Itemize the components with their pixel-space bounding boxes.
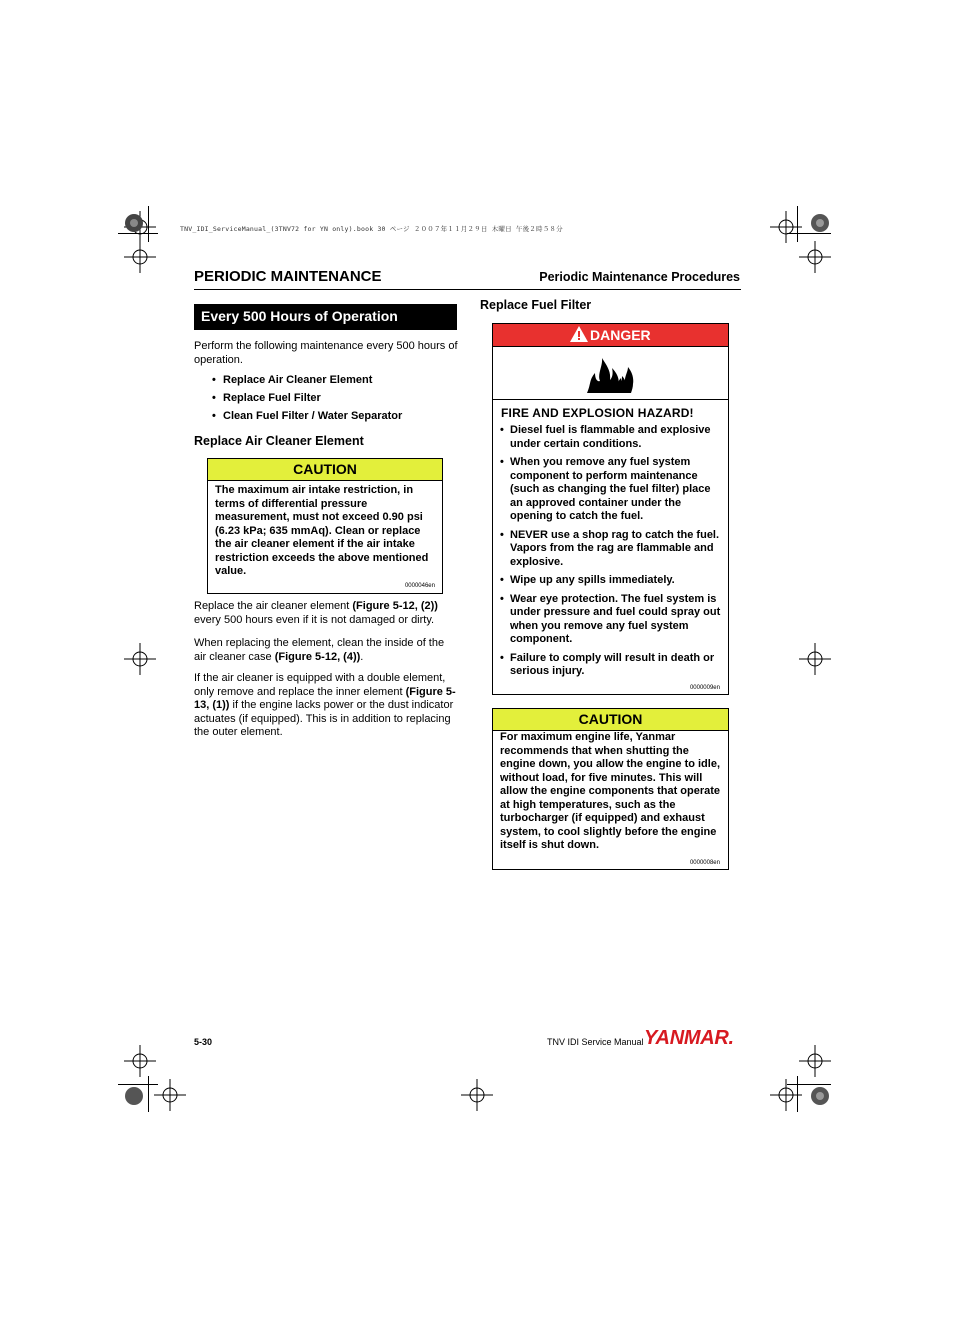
color-target-icon bbox=[124, 213, 144, 233]
registration-crosshair-icon bbox=[124, 643, 156, 675]
paragraph-text: When replacing the element, clean the inside of the air cleaner case bbox=[194, 637, 445, 663]
paragraph bbox=[194, 637, 456, 664]
intro-paragraph: Perform the following maintenance every 500 hours of operation. bbox=[194, 340, 458, 366]
crop-line bbox=[148, 1076, 149, 1112]
danger-header bbox=[493, 324, 728, 347]
registration-crosshair-icon bbox=[154, 1079, 186, 1111]
yanmar-logo: YANMAR. bbox=[644, 1027, 734, 1049]
crop-line bbox=[118, 1084, 158, 1085]
figure-reference: (Figure 5-12, (4)) bbox=[274, 650, 361, 663]
danger-list bbox=[493, 424, 728, 679]
list-item: • Replace Fuel Filter bbox=[212, 392, 462, 406]
message-code: 0000009en bbox=[689, 685, 720, 691]
paragraph bbox=[194, 672, 456, 740]
crop-line bbox=[787, 1084, 831, 1085]
registration-crosshair-icon bbox=[124, 1045, 156, 1077]
flame-icon bbox=[585, 356, 635, 394]
caution-box bbox=[207, 458, 443, 594]
color-target-icon bbox=[124, 1086, 144, 1106]
chapter-title: PERIODIC MAINTENANCE bbox=[194, 268, 382, 285]
fire-hazard-area bbox=[493, 347, 728, 400]
crop-line bbox=[797, 206, 798, 242]
paragraph-text: If the air cleaner is equipped with a double element, only remove and replace the inner element bbox=[194, 672, 446, 698]
list-item: • Wipe up any spills immediately. bbox=[500, 574, 722, 588]
caution-label: CAUTION bbox=[493, 709, 728, 731]
registration-crosshair-icon bbox=[799, 643, 831, 675]
color-target-icon bbox=[810, 213, 830, 233]
list-item: • NEVER use a shop rag to catch the fuel. Vapors from the rag are flammable and explosive. bbox=[500, 529, 722, 570]
page-title: Every 500 Hours of Operation bbox=[194, 304, 457, 330]
message-code: 0000046en bbox=[404, 583, 435, 589]
paragraph-text: . bbox=[360, 650, 364, 663]
list-item: • Clean Fuel Filter / Water Separator bbox=[212, 410, 462, 424]
paragraph-text: Replace the air cleaner element bbox=[194, 600, 353, 612]
paragraph-text: every 500 hours even if it is not damaged or dirty. bbox=[194, 613, 435, 626]
crop-line bbox=[787, 233, 831, 234]
registration-crosshair-icon bbox=[461, 1079, 493, 1111]
list-item: • Wear eye protection. The fuel system is under pressure and fuel could spray out when you remove any fuel system component. bbox=[500, 593, 722, 647]
message-code: 0000008en bbox=[689, 860, 720, 866]
paragraph bbox=[194, 600, 456, 627]
section-title: Periodic Maintenance Procedures bbox=[539, 270, 740, 284]
crop-line bbox=[148, 206, 149, 242]
manual-title: TNV IDI Service Manual bbox=[547, 1037, 644, 1047]
caution-text: For maximum engine life, Yanmar recommends that when shutting the engine down, you allow the engine to idle, without load, for five minutes. This will allow the engine components that operate at high temperatures, such as the turbocharger (if equipped) and exhaust system, to cool slightly before the engine itself is shut down. bbox=[500, 731, 721, 851]
list-item: • Replace Air Cleaner Element bbox=[212, 374, 462, 388]
figure-reference: (Figure 5-13, (1)) bbox=[194, 685, 456, 711]
color-target-icon bbox=[810, 1086, 830, 1106]
registration-crosshair-icon bbox=[799, 241, 831, 273]
crop-line bbox=[118, 233, 158, 234]
list-item: • Diesel fuel is flammable and explosive under certain conditions. bbox=[500, 424, 722, 451]
figure-reference: (Figure 5-12, (2)) bbox=[352, 600, 438, 612]
air-cleaner-heading: Replace Air Cleaner Element bbox=[194, 434, 364, 448]
danger-label: DANGER bbox=[590, 327, 651, 343]
caution-text: The maximum air intake restriction, in terms of differential pressure measurement, must not exceed 0.90 psi (6.23 kPa; 635 mmAq). Clean or replace the air cleaner element if the air intake restriction exceeds the above mentioned value. bbox=[215, 484, 429, 577]
page-number: 5-30 bbox=[194, 1037, 213, 1047]
registration-crosshair-icon bbox=[124, 241, 156, 273]
registration-crosshair-icon bbox=[799, 1045, 831, 1077]
caution-label: CAUTION bbox=[208, 459, 442, 481]
list-item: • When you remove any fuel system component to perform maintenance (such as changing the fuel filter) place an approved container under the opening to catch the fuel. bbox=[500, 456, 722, 524]
caution-box bbox=[492, 708, 729, 870]
danger-box bbox=[492, 323, 729, 695]
paragraph-text: if the engine lacks power or the dust indicator actuates (if equipped). This is in addition to replacing the outer element. bbox=[194, 699, 454, 738]
warning-triangle-icon bbox=[570, 326, 588, 342]
hazard-title: FIRE AND EXPLOSION HAZARD! bbox=[501, 406, 694, 420]
crop-line bbox=[797, 1076, 798, 1112]
task-list bbox=[212, 374, 462, 428]
header-rule bbox=[194, 289, 741, 290]
fuel-filter-heading: Replace Fuel Filter bbox=[480, 298, 592, 312]
list-item: • Failure to comply will result in death or serious injury. bbox=[500, 652, 722, 679]
print-info-line: TNV_IDI_ServiceManual_(3TNV72 for YN only).book 30 ページ ２００７年１１月２９日 木曜日 午後２時５８分 bbox=[180, 225, 563, 233]
